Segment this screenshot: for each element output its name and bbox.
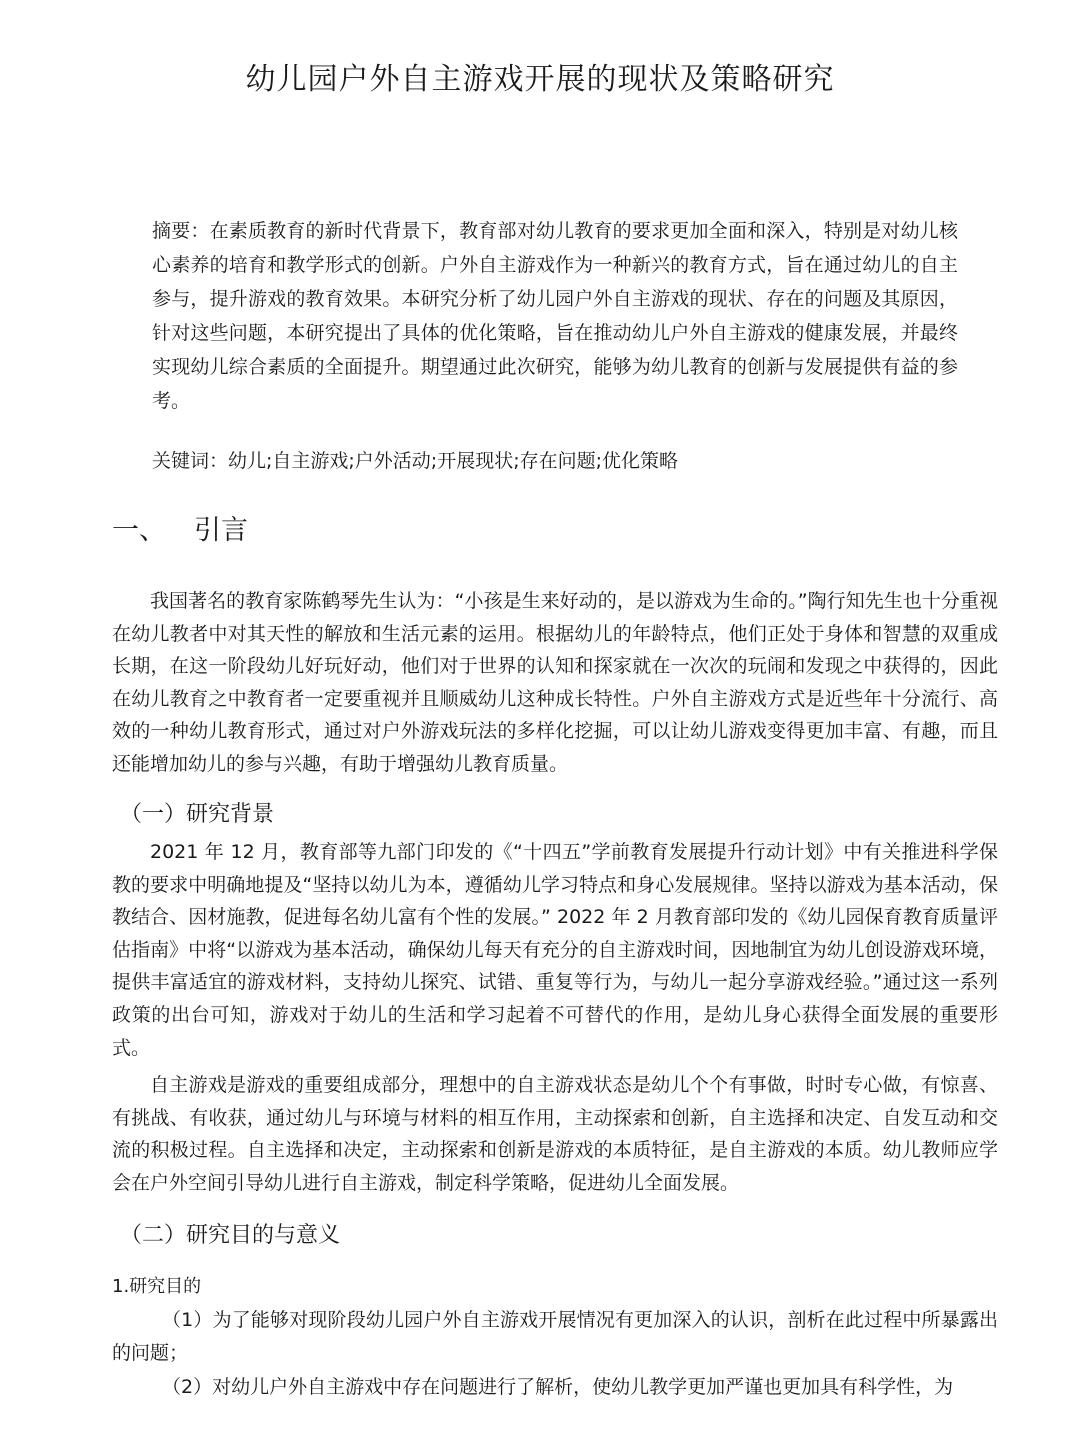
background-paragraph-policy: 2021 年 12 月，教育部等九部门印发的《“十四五”学前教育发展提升行动计划》中有关推进科学保教的要求中明确地提及“坚持以幼儿为本，遵循幼儿学习特点和身心发展规律。坚持以游戏为基本活动，保教结合、因材施教，促进每名幼儿富有个性的发展。” 2022 年 2 月教育部印发的《幼儿园保育教育质量评估指南》中将“以游戏为基本活动，确保幼儿每天有充分的自主游戏时间，因地制宜为幼儿创设游戏环境，提供丰富适宜的游戏材料，支持幼儿探究、试错、重复等行为，与幼儿一起分享游戏经验。”通过这一系列政策的出台可知，游戏对于幼儿的生活和学习起着不可替代的作用，是幼儿身心获得全面发展的重要形式。 [112, 841, 998, 1059]
purpose-item-heading: 1.研究目的 [112, 1276, 202, 1297]
purpose-list-item: （2）对幼儿户外自主游戏中存在问题进行了解析，使幼儿教学更加严谨也更加具有科学性，为 [162, 1376, 954, 1398]
subsection-heading-purpose: （二）研究目的与意义 [120, 1223, 341, 1248]
keywords-line: 关键词：幼儿;自主游戏;户外活动;开展现状;存在问题;优化策略 [152, 450, 679, 472]
subsection-heading-background: （一）研究背景 [120, 802, 275, 827]
document-title: 幼儿园户外自主游戏开展的现状及策略研究 [245, 62, 835, 97]
section-number: 一、 [112, 515, 166, 546]
background-paragraph-autonomy: 自主游戏是游戏的重要组成部分，理想中的自主游戏状态是幼儿个个有事做，时时专心做，有惊喜、有挑战、有收获，通过幼儿与环境与材料的相互作用，主动探索和创新，自主选择和决定、自发互动和交流的积极过程。自主选择和决定，主动探索和创新是游戏的本质特征，是自主游戏的本质。幼儿教师应学会在户外空间引导幼儿进行自主游戏，制定科学策略，促进幼儿全面发展。 [112, 1074, 998, 1194]
purpose-list-item: （1）为了能够对现阶段幼儿园户外自主游戏开展情况有更加深入的认识，剖析在此过程中所暴露出的问题； [112, 1309, 998, 1364]
introduction-paragraph: 我国著名的教育家陈鹤琴先生认为：“小孩是生来好动的，是以游戏为生命的。”陶行知先生也十分重视在幼儿教者中对其天性的解放和生活元素的运用。根据幼儿的年龄特点，他们正处于身体和智慧的双重成长期，在这一阶段幼儿好玩好动，他们对于世界的认知和探家就在一次次的玩闹和发现之中获得的，因此在幼儿教育之中教育者一定要重视并且顺威幼儿这种成长特性。户外自主游戏方式是近些年十分流行、高效的一种幼儿教育形式，通过对户外游戏玩法的多样化挖掘，可以让幼儿游戏变得更加丰富、有趣，而且还能增加幼儿的参与兴趣，有助于增强幼儿教育质量。 [112, 590, 998, 775]
abstract-paragraph: 摘要：在素质教育的新时代背景下，教育部对幼儿教育的要求更加全面和深入，特别是对幼儿核心素养的培育和教学形式的创新。户外自主游戏作为一种新兴的教育方式，旨在通过幼儿的自主参与，提升游戏的教育效果。本研究分析了幼儿园户外自主游戏的现状、存在的问题及其原因，针对这些问题，本研究提出了具体的优化策略，旨在推动幼儿户外自主游戏的健康发展，并最终实现幼儿综合素质的全面提升。期望通过此次研究，能够为幼儿教育的创新与发展提供有益的参考。 [152, 220, 958, 412]
section-heading-introduction [112, 510, 248, 552]
section-title: 引言 [194, 515, 248, 546]
